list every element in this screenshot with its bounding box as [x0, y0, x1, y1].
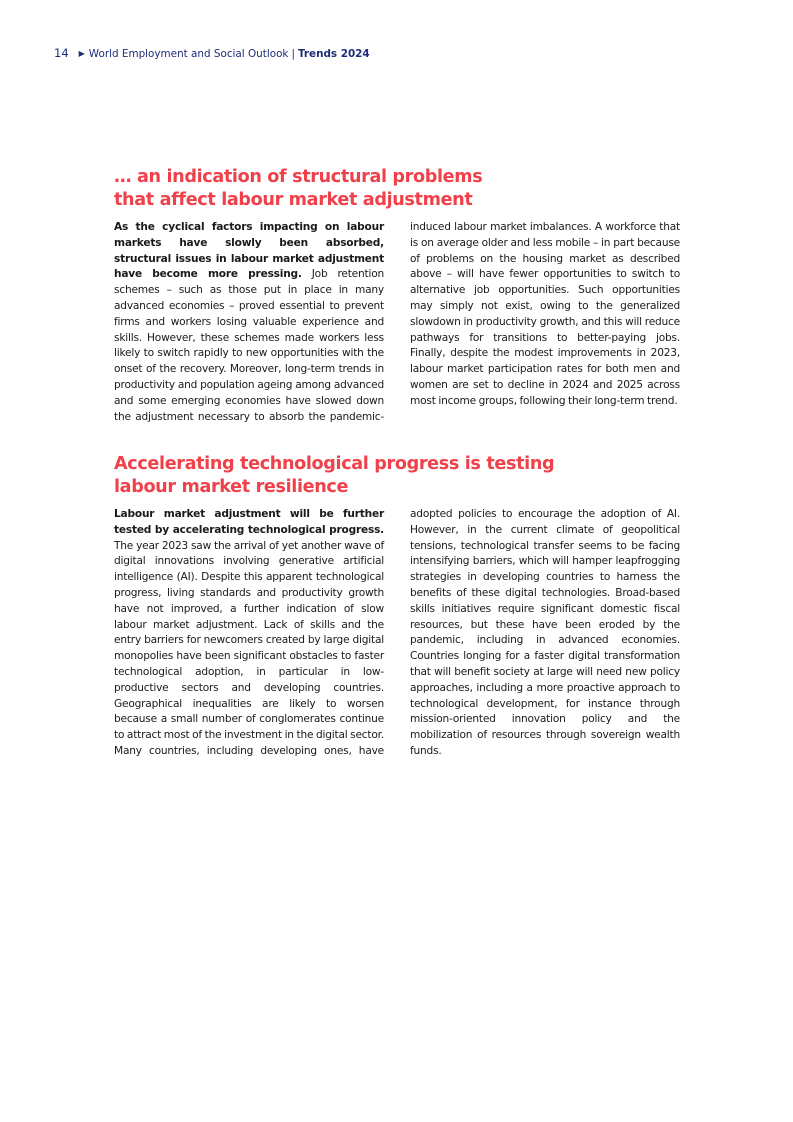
body-paragraph	[114, 507, 680, 760]
page-number: 14	[54, 46, 69, 60]
heading-line-2: that affect labour market adjustment	[114, 190, 473, 210]
body-paragraph	[114, 220, 680, 425]
heading-line-2: labour market resilience	[114, 477, 349, 497]
section-structural-problems	[114, 166, 680, 425]
section-technological-progress	[114, 453, 680, 760]
header-separator: |	[291, 48, 295, 60]
lead-sentence: As the cyclical factors impacting on labour markets have slowly been absorbed, structural issues in labour market adjustment have become more pressing.	[114, 221, 384, 281]
publication-title: World Employment and Social Outlook	[88, 48, 289, 60]
section-heading	[114, 453, 680, 499]
two-column-body	[114, 220, 680, 425]
section-heading	[114, 166, 680, 212]
two-column-body	[114, 507, 680, 760]
heading-line-1: … an indication of structural problems	[114, 167, 483, 187]
running-header	[54, 46, 370, 62]
report-title: Trends 2024	[297, 48, 370, 60]
lead-sentence: Labour market adjustment will be further tested by accelerating technological progress.	[114, 508, 384, 536]
body-text: The year 2023 saw the arrival of yet another wave of digital innovations involving generative artificial intelligence (AI). Despite this apparent technological progress, living standards and productivity growth have not improved, a further indication of slow labour market adjustment. Lack of skills and the entry barriers for newcomers created by large digital monopolies have been significant obstacles to faster technological adoption, in particular in low-productive sectors and developing countries. Geographical inequalities are likely to worsen because a small number of conglomerates continue to attract most of the investment in the digital sector. Many countries, including developing ones, have adopted policies to encourage the adoption of AI. However, in the current climate of geopolitical tensions, technological transfer seems to be facing intensifying barriers, which will hamper leapfrogging strategies in developing countries to harness the benefits of these digital technologies. Broad-based skills initiatives require significant domestic fiscal resources, but these have been eroded by the pandemic, including in advanced economies. Countries longing for a faster digital transformation that will benefit society at large will need new policy approaches, including a more proactive approach to technological development, for instance through mission-oriented innovation policy and the mobilization of resources through sovereign wealth funds.	[114, 508, 680, 757]
body-text: Job retention schemes – such as those put in place in many advanced economies – proved essential to prevent firms and workers losing valuable experience and skills. However, these schemes made workers less likely to switch rapidly to new opportunities with the onset of the recovery. Moreover, long-term trends in productivity and population ageing among advanced and some emerging economies have slowed down the adjustment necessary to absorb the pandemic-induced labour market imbalances. A workforce that is on average older and less mobile – in part because of problems on the housing market as described above – will have fewer opportunities to switch to alternative job opportunities. Such opportunities may simply not exist, owing to the generalized slowdown in productivity growth, and this will reduce pathways for transitions to better-paying jobs. Finally, despite the modest improvements in 2023, labour market participation rates for both men and women are set to decline in 2024 and 2025 across most income groups, following their long-term trend.	[114, 221, 680, 423]
heading-line-1: Accelerating technological progress is testing	[114, 454, 555, 474]
triangle-right-icon: ▶	[78, 49, 85, 58]
